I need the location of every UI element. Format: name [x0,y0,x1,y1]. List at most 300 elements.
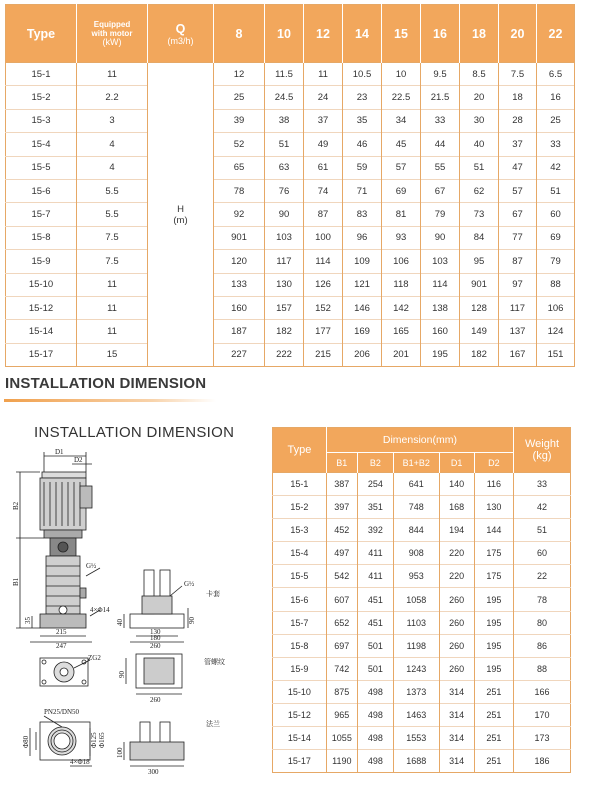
row-head-value: 177 [304,320,343,343]
dim-header-weight-line2: (kg) [532,450,552,462]
row-head-value: 45 [382,133,421,156]
dim-row-type: 15-17 [273,750,327,773]
dim-row-value: 1243 [394,657,440,680]
dim-row-weight: 33 [537,479,548,490]
dim-row-type: 15-10 [273,680,327,703]
row-head-value: 160 [214,296,265,319]
header-motor-line2: with motor [91,29,133,38]
row-type: 15-1 [6,63,77,86]
row-motor: 7.5 [77,226,148,249]
row-head-value: 90 [421,226,460,249]
row-head-value: 130 [265,273,304,296]
row-head-value: 95 [460,250,499,273]
performance-row [6,156,575,179]
dim-row-value: 697 [326,634,357,657]
dimension-table-body [273,473,571,773]
dim-row-value: 251 [474,727,513,750]
row-head-value: 96 [343,226,382,249]
row-head-value: 7.5 [499,63,537,86]
label-note-1: 卡套 [206,590,220,598]
row-type: 15-3 [6,109,77,132]
dim-row-value: 392 [357,519,393,542]
row-head-value: 25 [537,109,575,132]
row-head-value: 46 [343,133,382,156]
label-holes: 4×Φ14 [90,606,110,614]
row-type: 15-7 [6,203,77,226]
header-flow: 18 [460,5,499,63]
dim-header-col: D1 [439,453,474,473]
header-flow: 14 [343,5,382,63]
row-head-value: 167 [499,343,537,366]
label-dim-180: 180 [150,634,161,642]
row-head-value: 901 [214,226,265,249]
dimension-row [273,634,571,657]
header-motor-unit: (kW) [102,37,122,47]
row-head-value: 149 [460,320,499,343]
label-dim-260-b: 260 [150,696,161,704]
dim-row-value: 498 [357,750,393,773]
row-head-value: 28 [499,109,537,132]
dim-row-value: 168 [439,496,474,519]
row-head-value: 44 [421,133,460,156]
row-head-value: 84 [460,226,499,249]
row-head-value: 9.5 [421,63,460,86]
row-motor: 11 [77,273,148,296]
dim-row-weight: 186 [534,756,550,767]
performance-row [6,203,575,226]
dim-row-value: 498 [357,727,393,750]
dim-row-value: 251 [474,750,513,773]
row-type: 15-14 [6,320,77,343]
dim-row-value: 140 [439,473,474,496]
row-head-value: 146 [343,296,382,319]
dim-row-value: 1463 [394,703,440,726]
row-head-value: 8.5 [460,63,499,86]
row-head-value: 227 [214,343,265,366]
row-head-value: 87 [304,203,343,226]
row-head-value: 67 [499,203,537,226]
label-g-half-2: G½ [184,580,195,588]
label-d1: D1 [55,448,64,456]
h-label: H [177,203,184,215]
row-head-value: 117 [265,250,304,273]
row-head-value: 57 [499,179,537,202]
row-type: 15-12 [6,296,77,319]
row-head-value: 16 [537,86,575,109]
dim-row-value: 1058 [394,588,440,611]
row-head-value: 182 [460,343,499,366]
row-head-value: 67 [421,179,460,202]
row-head-value: 195 [421,343,460,366]
dim-row-type: 15-2 [273,496,327,519]
performance-row [6,250,575,273]
h-column [148,63,214,367]
label-dim-35: 35 [24,617,32,624]
row-head-value: 137 [499,320,537,343]
dim-row-value: 220 [439,565,474,588]
dim-row-value: 497 [326,542,357,565]
row-head-value: 40 [460,133,499,156]
dim-row-value: 1688 [394,750,440,773]
row-head-value: 37 [304,109,343,132]
row-head-value: 109 [343,250,382,273]
performance-row [6,343,575,366]
dim-row-type: 15-9 [273,657,327,680]
row-head-value: 51 [537,179,575,202]
dim-row-weight: 60 [537,548,548,559]
row-head-value: 124 [537,320,575,343]
row-head-value: 100 [304,226,343,249]
row-head-value: 38 [265,109,304,132]
dim-row-value: 175 [474,542,513,565]
dimension-row [273,703,571,726]
dim-row-value: 195 [474,588,513,611]
header-flow: 16 [421,5,460,63]
dim-row-value: 351 [357,496,393,519]
performance-header-row [6,5,575,63]
dim-row-weight: 173 [534,733,550,744]
row-head-value: 61 [304,156,343,179]
row-head-value: 10.5 [343,63,382,86]
label-dim-215: 215 [56,628,67,636]
label-dim-90: 90 [188,617,196,624]
row-head-value: 169 [343,320,382,343]
dim-header-dimension: Dimension(mm) [326,428,513,453]
row-head-value: 71 [343,179,382,202]
performance-row [6,296,575,319]
dim-row-type: 15-12 [273,703,327,726]
dim-row-type: 15-4 [273,542,327,565]
dim-row-value: 314 [439,750,474,773]
header-q [148,5,214,63]
row-head-value: 157 [265,296,304,319]
row-motor: 2.2 [77,86,148,109]
row-head-value: 222 [265,343,304,366]
dim-row-value: 451 [357,611,393,634]
dim-row-value: 908 [394,542,440,565]
row-head-value: 79 [537,250,575,273]
row-type: 15-5 [6,156,77,179]
row-head-value: 11.5 [265,63,304,86]
performance-row [6,273,575,296]
dim-row-weight: 78 [537,594,548,605]
dimension-row [273,565,571,588]
performance-table-body [6,63,575,367]
dim-row-value: 116 [474,473,513,496]
dimension-row [273,750,571,773]
dim-row-type: 15-14 [273,727,327,750]
dim-header-weight-line1: Weight [525,438,560,450]
row-head-value: 117 [499,296,537,319]
dim-row-value: 498 [357,703,393,726]
label-dim-100: 100 [116,747,124,758]
row-head-value: 87 [499,250,537,273]
performance-row [6,179,575,202]
row-head-value: 128 [460,296,499,319]
row-head-value: 76 [265,179,304,202]
row-head-value: 39 [214,109,265,132]
row-head-value: 24.5 [265,86,304,109]
row-type: 15-10 [6,273,77,296]
dim-row-value: 498 [357,680,393,703]
dim-header-type: Type [273,428,327,473]
label-g-half: G½ [86,562,97,570]
dim-row-weight: 80 [537,617,548,628]
performance-row [6,109,575,132]
dim-row-type: 15-8 [273,634,327,657]
row-head-value: 103 [265,226,304,249]
row-type: 15-6 [6,179,77,202]
row-type: 15-2 [6,86,77,109]
row-head-value: 63 [265,156,304,179]
section-title-underline [4,399,216,402]
row-head-value: 37 [499,133,537,156]
row-head-value: 152 [304,296,343,319]
dim-row-value: 542 [326,565,357,588]
label-dim-40: 40 [116,619,124,626]
dim-row-value: 451 [357,588,393,611]
row-motor: 3 [77,109,148,132]
row-head-value: 182 [265,320,304,343]
dimension-row [273,611,571,634]
row-type: 15-9 [6,250,77,273]
dim-row-value: 844 [394,519,440,542]
dim-row-weight: 88 [537,663,548,674]
row-head-value: 97 [499,273,537,296]
row-head-value: 88 [537,273,575,296]
row-head-value: 106 [537,296,575,319]
row-head-value: 30 [460,109,499,132]
row-type: 15-4 [6,133,77,156]
dim-row-value: 314 [439,703,474,726]
row-head-value: 69 [382,179,421,202]
dimension-row [273,519,571,542]
dimension-row [273,588,571,611]
row-motor: 15 [77,343,148,366]
header-type: Type [6,5,77,63]
dim-row-value: 411 [357,565,393,588]
row-head-value: 106 [382,250,421,273]
label-note-2: 管螺纹 [204,658,225,666]
row-head-value: 83 [343,203,382,226]
row-motor: 7.5 [77,250,148,273]
row-head-value: 160 [421,320,460,343]
dim-row-weight: 42 [537,502,548,513]
dim-row-value: 501 [357,657,393,680]
row-head-value: 25 [214,86,265,109]
row-motor: 5.5 [77,203,148,226]
row-head-value: 52 [214,133,265,156]
row-head-value: 73 [460,203,499,226]
row-head-value: 10 [382,63,421,86]
installation-drawing [0,446,262,776]
label-b2: B2 [12,501,20,510]
row-head-value: 55 [421,156,460,179]
row-head-value: 121 [343,273,382,296]
dim-row-value: 254 [357,473,393,496]
row-motor: 11 [77,296,148,319]
row-head-value: 6.5 [537,63,575,86]
row-head-value: 79 [421,203,460,226]
dim-row-value: 175 [474,565,513,588]
dimension-row [273,727,571,750]
row-head-value: 77 [499,226,537,249]
label-phi80: Φ80 [22,735,30,748]
row-head-value: 151 [537,343,575,366]
dim-header-weight [514,428,571,473]
label-phi125: Φ125 [90,732,98,748]
dim-row-value: 875 [326,680,357,703]
dim-row-value: 251 [474,680,513,703]
dim-row-type: 15-3 [273,519,327,542]
row-head-value: 22.5 [382,86,421,109]
row-head-value: 65 [214,156,265,179]
dim-row-type: 15-6 [273,588,327,611]
row-motor: 11 [77,63,148,86]
dim-row-weight: 22 [537,571,548,582]
label-dim-300: 300 [148,768,159,776]
label-dim-247: 247 [56,642,67,650]
dimension-table [272,427,571,773]
dim-row-weight: 170 [534,709,550,720]
section-title: INSTALLATION DIMENSION [5,375,207,392]
dim-row-value: 641 [394,473,440,496]
row-head-value: 42 [537,156,575,179]
row-head-value: 62 [460,179,499,202]
dim-row-value: 411 [357,542,393,565]
row-head-value: 206 [343,343,382,366]
row-head-value: 60 [537,203,575,226]
row-head-value: 33 [421,109,460,132]
row-head-value: 20 [460,86,499,109]
dim-row-value: 607 [326,588,357,611]
row-head-value: 126 [304,273,343,296]
label-note-3: 法兰 [206,720,220,728]
dimension-row [273,496,571,519]
dim-row-value: 144 [474,519,513,542]
header-flow: 8 [214,5,265,63]
label-d2: D2 [74,456,83,464]
dim-row-value: 220 [439,542,474,565]
dim-row-value: 1553 [394,727,440,750]
row-type: 15-17 [6,343,77,366]
row-head-value: 92 [214,203,265,226]
row-head-value: 81 [382,203,421,226]
dim-row-value: 1198 [394,634,440,657]
row-head-value: 142 [382,296,421,319]
dim-row-value: 260 [439,657,474,680]
performance-table [5,4,575,367]
dim-row-value: 260 [439,611,474,634]
label-zg2: ZG2 [88,654,101,662]
row-head-value: 120 [214,250,265,273]
dim-row-value: 314 [439,727,474,750]
dimension-row [273,680,571,703]
dimension-row [273,542,571,565]
h-unit: (m) [173,214,188,226]
row-head-value: 78 [214,179,265,202]
header-q-label: Q [175,21,186,36]
dim-row-value: 387 [326,473,357,496]
row-head-value: 51 [265,133,304,156]
dim-header-col: B1 [326,453,357,473]
header-motor-line1: Equipped [93,20,131,29]
dim-row-type: 15-1 [273,473,327,496]
row-head-value: 215 [304,343,343,366]
dim-row-weight: 51 [537,525,548,536]
row-head-value: 138 [421,296,460,319]
row-motor: 11 [77,320,148,343]
performance-row [6,226,575,249]
header-flow: 10 [265,5,304,63]
row-head-value: 103 [421,250,460,273]
dim-row-value: 314 [439,680,474,703]
dim-header-col: D2 [474,453,513,473]
performance-row [6,133,575,156]
dim-row-type: 15-5 [273,565,327,588]
performance-row [6,86,575,109]
dimension-header-row-1 [273,428,571,453]
row-head-value: 24 [304,86,343,109]
dim-row-value: 742 [326,657,357,680]
row-head-value: 57 [382,156,421,179]
row-motor: 5.5 [77,179,148,202]
row-head-value: 69 [537,226,575,249]
header-flow: 22 [537,5,575,63]
dim-row-value: 130 [474,496,513,519]
row-head-value: 187 [214,320,265,343]
row-head-value: 12 [214,63,265,86]
header-flow: 20 [499,5,537,63]
row-head-value: 51 [460,156,499,179]
dim-row-value: 748 [394,496,440,519]
dim-row-value: 195 [474,634,513,657]
performance-row [6,320,575,343]
dimension-row [273,657,571,680]
row-head-value: 133 [214,273,265,296]
row-head-value: 49 [304,133,343,156]
label-dim-260: 260 [150,642,161,650]
header-q-unit: (m3/h) [167,35,194,46]
dim-row-value: 397 [326,496,357,519]
label-dim-90-b: 90 [118,671,126,678]
drawing-title: INSTALLATION DIMENSION [34,424,235,441]
row-head-value: 59 [343,156,382,179]
label-phi165: Φ165 [98,732,106,748]
row-head-value: 47 [499,156,537,179]
dim-row-weight: 86 [537,640,548,651]
dim-row-value: 251 [474,703,513,726]
row-head-value: 35 [343,109,382,132]
label-holes-2: 4×Φ18 [70,758,90,766]
header-motor [77,5,148,63]
dimension-row [273,473,571,496]
label-dim-130: 130 [150,628,161,636]
dim-row-value: 195 [474,657,513,680]
dim-row-value: 452 [326,519,357,542]
row-head-value: 90 [265,203,304,226]
row-head-value: 23 [343,86,382,109]
label-pn: PN25/DN50 [44,708,80,716]
row-head-value: 165 [382,320,421,343]
dim-header-col: B2 [357,453,393,473]
row-head-value: 33 [537,133,575,156]
dim-header-col: B1+B2 [394,453,440,473]
row-motor: 4 [77,133,148,156]
row-head-value: 34 [382,109,421,132]
row-head-value: 901 [460,273,499,296]
dim-row-value: 194 [439,519,474,542]
